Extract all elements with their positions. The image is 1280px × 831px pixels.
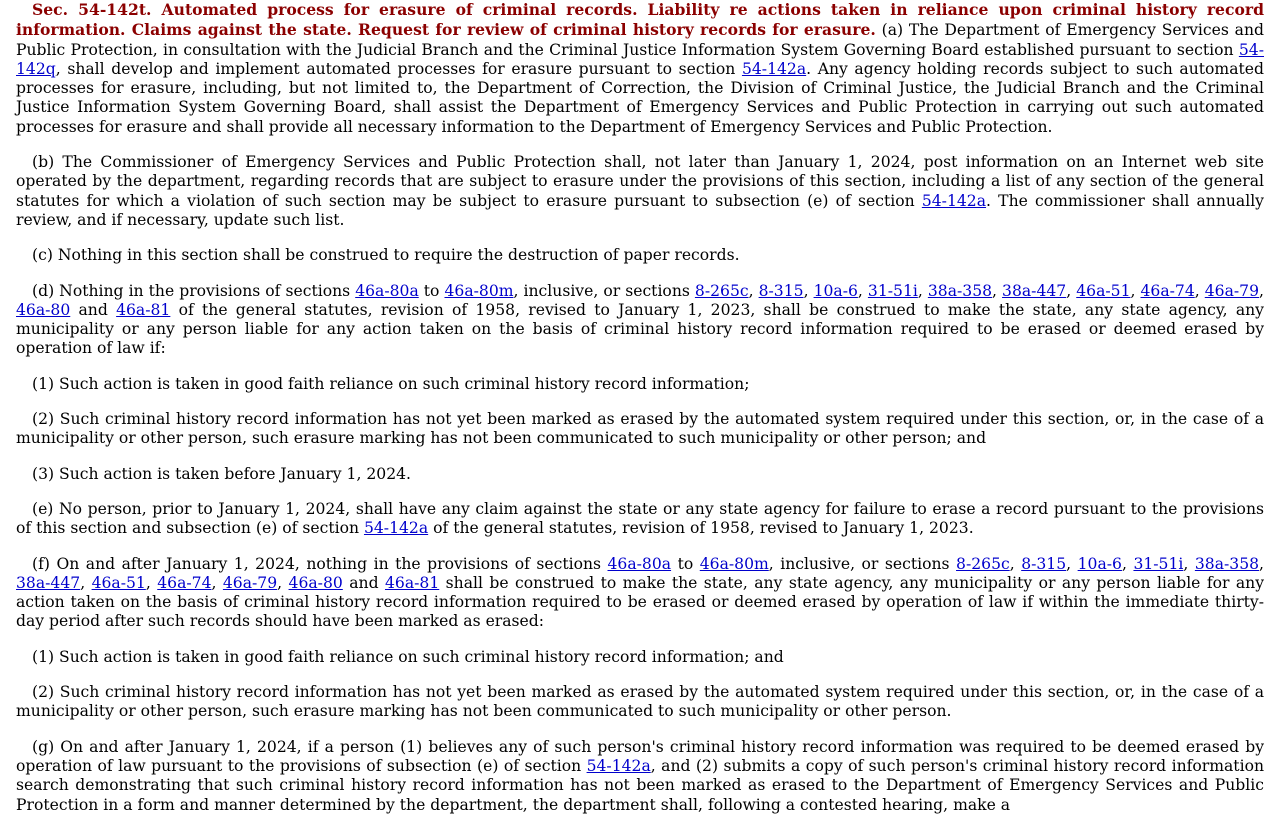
- statute-link[interactable]: 46a-51: [91, 573, 146, 592]
- statute-paragraph: [16, 500, 1264, 539]
- paragraph-text: ,: [803, 281, 814, 300]
- paragraph-text: and: [70, 300, 117, 319]
- statute-link[interactable]: 54-142a: [741, 59, 807, 78]
- statute-link[interactable]: 46a-74: [157, 573, 212, 592]
- paragraph-text: to: [418, 281, 445, 300]
- paragraph-text: ,: [1066, 554, 1078, 573]
- statute-link[interactable]: 46a-81: [384, 573, 440, 592]
- paragraph-text: ,: [1066, 281, 1077, 300]
- statute-link[interactable]: 8-265c: [694, 281, 749, 300]
- statute-link[interactable]: 46a-51: [1076, 281, 1131, 300]
- paragraph-text: ,: [211, 573, 223, 592]
- statute-document: [16, 0, 1264, 831]
- statute-paragraph: [16, 153, 1264, 230]
- statute-link[interactable]: 54-142q: [16, 40, 1264, 78]
- statute-link[interactable]: 38a-358: [1194, 554, 1260, 573]
- statute-link[interactable]: 8-315: [758, 281, 804, 300]
- statute-link[interactable]: 46a-80: [16, 300, 71, 319]
- statute-paragraph: [16, 0, 1264, 137]
- paragraph-text: , and (2) submits a copy of such person's criminal history record information search demonstrating that such criminal history record information has not been marked as erased to the Department of Emergency Services and Public Protection in a form and manner determined by the department, the department shall, following a contested hearing, make a: [16, 756, 1264, 814]
- paragraph-text: to: [671, 554, 700, 573]
- paragraph-text: (1) Such action is taken in good faith reliance on such criminal history record information; and: [32, 647, 784, 666]
- paragraph-text: (g) On and after January 1, 2024, if a person (1) believes any of such person's criminal history record information was required to be deemed erased by operation of law pursuant to the provisions of subsection (e) of section: [16, 737, 1264, 775]
- paragraph-text: , inclusive, or sections: [513, 281, 695, 300]
- statute-link[interactable]: 54-142a: [921, 191, 987, 210]
- paragraph-text: (1) Such action is taken in good faith reliance on such criminal history record information;: [32, 374, 750, 393]
- statute-link[interactable]: 38a-447: [16, 573, 81, 592]
- paragraph-text: ,: [277, 573, 289, 592]
- paragraph-text: ,: [1009, 554, 1022, 573]
- statute-link[interactable]: 10a-6: [1077, 554, 1122, 573]
- paragraph-text: (e) No person, prior to January 1, 2024, shall have any claim against the state or any state agency for failure to erase a record pursuant to the provisions of this section and subsection (e) of section: [16, 499, 1264, 538]
- statute-link[interactable]: 8-265c: [956, 554, 1010, 573]
- statute-link[interactable]: 10a-6: [813, 281, 858, 300]
- statute-paragraph: [16, 555, 1264, 632]
- statute-link[interactable]: 46a-79: [222, 573, 278, 592]
- statute-link[interactable]: 46a-80m: [444, 281, 514, 300]
- statute-link[interactable]: 46a-80a: [607, 554, 672, 573]
- paragraph-text: . Any agency holding records subject to such automated processes for erasure, including, but not limited to, the Department of Correction, the Division of Criminal Justice, the Judicial Branch and the Criminal Justice Information System Governing Board, shall assist the Department of Emergency Services and Public Protection in carrying out such automated processes for erasure and shall provide all necessary information to the Department of Emergency Services and Public Protection.: [16, 59, 1264, 136]
- paragraph-text: ,: [1121, 554, 1134, 573]
- statute-paragraph: [16, 648, 1264, 667]
- statute-link[interactable]: 46a-80m: [699, 554, 769, 573]
- paragraph-text: shall be construed to make the state, any state agency, any municipality or any person liable for any action taken on the basis of criminal history record information required to be erased or deemed erased by operation of law if within the immediate thirty-day period after such records should have been marked as erased:: [16, 573, 1265, 631]
- statute-link[interactable]: 46a-81: [116, 300, 171, 319]
- paragraph-text: (a) The Department of Emergency Services and Public Protection, in consultation with the Judicial Branch and the Criminal Justice Information System Governing Board established pursuant to section: [16, 21, 1264, 59]
- paragraph-text: (2) Such criminal history record information has not yet been marked as erased by the automated system required under this section, or, in the case of a municipality or other person, such erasure marking has not been communicated to such municipality or other person; and: [16, 410, 1264, 448]
- paragraph-text: of the general statutes, revision of 1958, revised to January 1, 2023.: [428, 519, 974, 538]
- statute-link[interactable]: 46a-79: [1204, 281, 1260, 300]
- paragraph-text: (f) On and after January 1, 2024, nothing in the provisions of sections: [32, 554, 608, 573]
- paragraph-text: ,: [80, 573, 92, 592]
- statute-paragraph: [16, 282, 1264, 359]
- paragraph-text: ,: [857, 281, 868, 300]
- paragraph-text: ,: [1130, 281, 1141, 300]
- section-heading: Sec. 54-142t. Automated process for erasure of criminal records. Liability re actions taken in reliance upon criminal history record information. Claims against the state. Request for review of criminal history records for erasure.: [16, 0, 1264, 40]
- statute-paragraph: [16, 246, 1264, 265]
- paragraph-text: (2) Such criminal history record information has not yet been marked as erased by the automated system required under this section, or, in the case of a municipality or other person, such erasure marking has not been communicated to such municipality or other person.: [16, 683, 1264, 721]
- paragraph-text: ,: [145, 573, 158, 592]
- statute-link[interactable]: 38a-447: [1002, 281, 1067, 300]
- statute-link[interactable]: 54-142a: [363, 519, 429, 538]
- statute-link[interactable]: 31-51i: [1133, 554, 1184, 573]
- statute-paragraph: [16, 375, 1264, 394]
- paragraph-text: . The commissioner shall annually review, and if necessary, update such list.: [16, 191, 1264, 229]
- paragraph-text: , inclusive, or sections: [768, 554, 957, 573]
- statute-paragraph: [16, 465, 1264, 484]
- paragraph-text: ,: [1259, 554, 1265, 573]
- paragraph-text: (3) Such action is taken before January 1, 2024.: [32, 464, 412, 483]
- statute-link[interactable]: 54-142a: [586, 756, 651, 775]
- paragraph-text: (d) Nothing in the provisions of sections: [32, 281, 356, 300]
- paragraph-text: , shall develop and implement automated processes for erasure pursuant to section: [55, 59, 742, 78]
- statute-link[interactable]: 46a-80: [288, 573, 343, 592]
- statute-link[interactable]: 31-51i: [867, 281, 918, 300]
- statute-paragraph: [16, 683, 1264, 722]
- statute-paragraph: [16, 410, 1264, 449]
- paragraph-text: ,: [1194, 281, 1205, 300]
- paragraph-text: ,: [917, 281, 928, 300]
- paragraph-text: (b) The Commissioner of Emergency Services and Public Protection shall, not later than January 1, 2024, post information on an Internet web site operated by the department, regarding records that are subject to erasure under the provisions of this section, including a list of any section of the general statutes for which a violation of such section may be subject to erasure pursuant to subsection (e) of section: [16, 153, 1264, 210]
- paragraph-text: of the general statutes, revision of 1958, revised to January 1, 2023, shall be construed to make the state, any state agency, any municipality or any person liable for any action taken on the basis of criminal history record information required to be erased or deemed erased by operation of law if:: [16, 300, 1264, 358]
- statute-link[interactable]: 8-315: [1021, 554, 1067, 573]
- statute-link[interactable]: 46a-74: [1140, 281, 1195, 300]
- paragraph-text: ,: [748, 281, 759, 300]
- statute-link[interactable]: 38a-358: [927, 281, 993, 300]
- paragraph-text: (c) Nothing in this section shall be construed to require the destruction of paper records.: [32, 246, 740, 265]
- statute-paragraph: [16, 738, 1264, 815]
- paragraph-text: ,: [1259, 281, 1264, 300]
- statute-link[interactable]: 46a-80a: [355, 281, 419, 300]
- paragraph-text: and: [342, 573, 385, 592]
- paragraph-text: ,: [992, 281, 1003, 300]
- paragraph-text: ,: [1183, 554, 1195, 573]
